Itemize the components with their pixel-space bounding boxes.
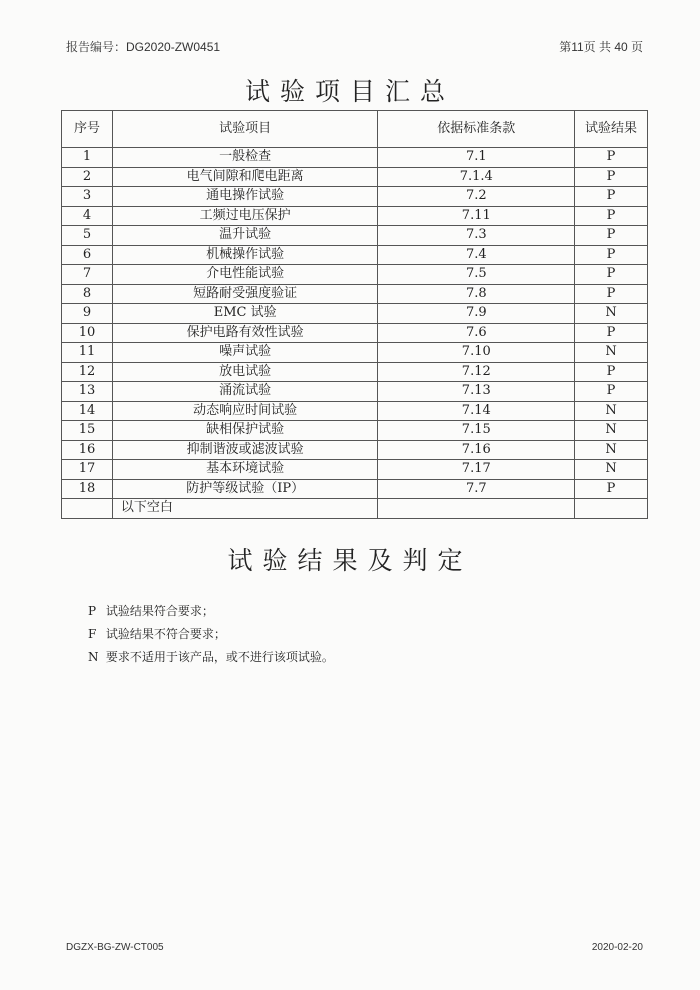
cell-result: P	[575, 206, 648, 226]
cell-clause: 7.16	[378, 440, 575, 460]
cell-item: 短路耐受强度验证	[112, 284, 378, 304]
cell-clause: 7.10	[378, 343, 575, 363]
report-date: 2020-02-20	[591, 942, 643, 953]
table-row	[62, 401, 648, 421]
cell-item: 保护电路有效性试验	[112, 323, 378, 343]
legend-code: F	[88, 627, 97, 641]
cell-item: EMC 试验	[112, 304, 378, 324]
cell-index: 17	[62, 460, 113, 480]
col-header-item: 试验项目	[112, 111, 378, 148]
legend-text: 试验结果不符合要求；	[105, 627, 226, 641]
page-number: 第11页 共 40 页	[559, 40, 643, 54]
empty-cell	[62, 499, 113, 519]
cell-index: 15	[62, 421, 113, 441]
legend-item	[88, 624, 334, 647]
table-row	[62, 187, 648, 207]
cell-index: 16	[62, 440, 113, 460]
cell-index: 13	[62, 382, 113, 402]
cell-clause: 7.3	[378, 226, 575, 246]
report-number: 报告编号：DG2020-ZW0451	[66, 40, 221, 54]
legend-text: 要求不适用于该产品，或不进行该项试验。	[105, 650, 334, 664]
cell-result: P	[575, 226, 648, 246]
cell-result: P	[575, 362, 648, 382]
cell-item: 动态响应时间试验	[112, 401, 378, 421]
table-row	[62, 421, 648, 441]
cell-result: P	[575, 167, 648, 187]
table-row	[62, 245, 648, 265]
cell-index: 9	[62, 304, 113, 324]
empty-cell	[575, 499, 648, 519]
cell-index: 8	[62, 284, 113, 304]
cell-result: P	[575, 382, 648, 402]
table-row	[62, 167, 648, 187]
empty-cell	[378, 499, 575, 519]
cell-item: 介电性能试验	[112, 265, 378, 285]
cell-index: 11	[62, 343, 113, 363]
cell-result: N	[575, 421, 648, 441]
cell-result: N	[575, 304, 648, 324]
cell-index: 3	[62, 187, 113, 207]
cell-result: P	[575, 148, 648, 168]
cell-item: 一般检查	[112, 148, 378, 168]
col-header-index: 序号	[62, 111, 113, 148]
cell-clause: 7.14	[378, 401, 575, 421]
legend-item	[88, 647, 334, 670]
cell-index: 12	[62, 362, 113, 382]
legend-text: 试验结果符合要求；	[105, 604, 214, 618]
cell-result: N	[575, 401, 648, 421]
cell-index: 4	[62, 206, 113, 226]
cell-item: 基本环境试验	[112, 460, 378, 480]
cell-index: 1	[62, 148, 113, 168]
legend-item	[88, 601, 334, 624]
table-row	[62, 382, 648, 402]
page-title: 试验项目汇总	[244, 77, 455, 106]
cell-clause: 7.5	[378, 265, 575, 285]
table-body	[62, 148, 648, 519]
blank-note: 以下空白	[112, 499, 378, 519]
table-row	[62, 265, 648, 285]
table-row	[62, 479, 648, 499]
cell-item: 工频过电压保护	[112, 206, 378, 226]
table-row	[62, 343, 648, 363]
cell-clause: 7.12	[378, 362, 575, 382]
cell-index: 10	[62, 323, 113, 343]
result-legend	[88, 601, 334, 670]
cell-clause: 7.13	[378, 382, 575, 402]
legend-code: P	[88, 604, 97, 618]
cell-item: 通电操作试验	[112, 187, 378, 207]
cell-item: 放电试验	[112, 362, 378, 382]
cell-clause: 7.8	[378, 284, 575, 304]
cell-result: P	[575, 284, 648, 304]
cell-clause: 7.6	[378, 323, 575, 343]
cell-index: 2	[62, 167, 113, 187]
cell-item: 温升试验	[112, 226, 378, 246]
cell-clause: 7.4	[378, 245, 575, 265]
cell-clause: 7.17	[378, 460, 575, 480]
legend-code: N	[88, 650, 99, 664]
table-row	[62, 362, 648, 382]
table-row	[62, 148, 648, 168]
cell-item: 抑制谐波或滤波试验	[112, 440, 378, 460]
cell-index: 18	[62, 479, 113, 499]
cell-clause: 7.7	[378, 479, 575, 499]
document-code: DGZX-BG-ZW-CT005	[66, 942, 164, 953]
cell-clause: 7.1.4	[378, 167, 575, 187]
table-row	[62, 460, 648, 480]
cell-item: 机械操作试验	[112, 245, 378, 265]
cell-clause: 7.15	[378, 421, 575, 441]
cell-item: 防护等级试验（IP）	[112, 479, 378, 499]
cell-result: P	[575, 265, 648, 285]
cell-item: 电气间隙和爬电距离	[112, 167, 378, 187]
cell-item: 缺相保护试验	[112, 421, 378, 441]
table-row	[62, 323, 648, 343]
cell-result: P	[575, 479, 648, 499]
col-header-clause: 依据标准条款	[378, 111, 575, 148]
cell-index: 7	[62, 265, 113, 285]
cell-clause: 7.11	[378, 206, 575, 226]
cell-index: 6	[62, 245, 113, 265]
table-row	[62, 226, 648, 246]
cell-clause: 7.2	[378, 187, 575, 207]
cell-item: 噪声试验	[112, 343, 378, 363]
cell-result: P	[575, 323, 648, 343]
cell-result: P	[575, 245, 648, 265]
cell-index: 5	[62, 226, 113, 246]
cell-index: 14	[62, 401, 113, 421]
table-row	[62, 304, 648, 324]
cell-item: 涌流试验	[112, 382, 378, 402]
cell-result: P	[575, 187, 648, 207]
table-row	[62, 440, 648, 460]
cell-result: N	[575, 460, 648, 480]
table-header-row	[62, 111, 648, 148]
section-title-results: 试验结果及判定	[227, 546, 473, 575]
test-summary-table	[61, 110, 648, 519]
table-row	[62, 284, 648, 304]
cell-clause: 7.9	[378, 304, 575, 324]
table-row-blank	[62, 499, 648, 519]
cell-result: N	[575, 343, 648, 363]
col-header-result: 试验结果	[575, 111, 648, 148]
table-row	[62, 206, 648, 226]
cell-result: N	[575, 440, 648, 460]
cell-clause: 7.1	[378, 148, 575, 168]
